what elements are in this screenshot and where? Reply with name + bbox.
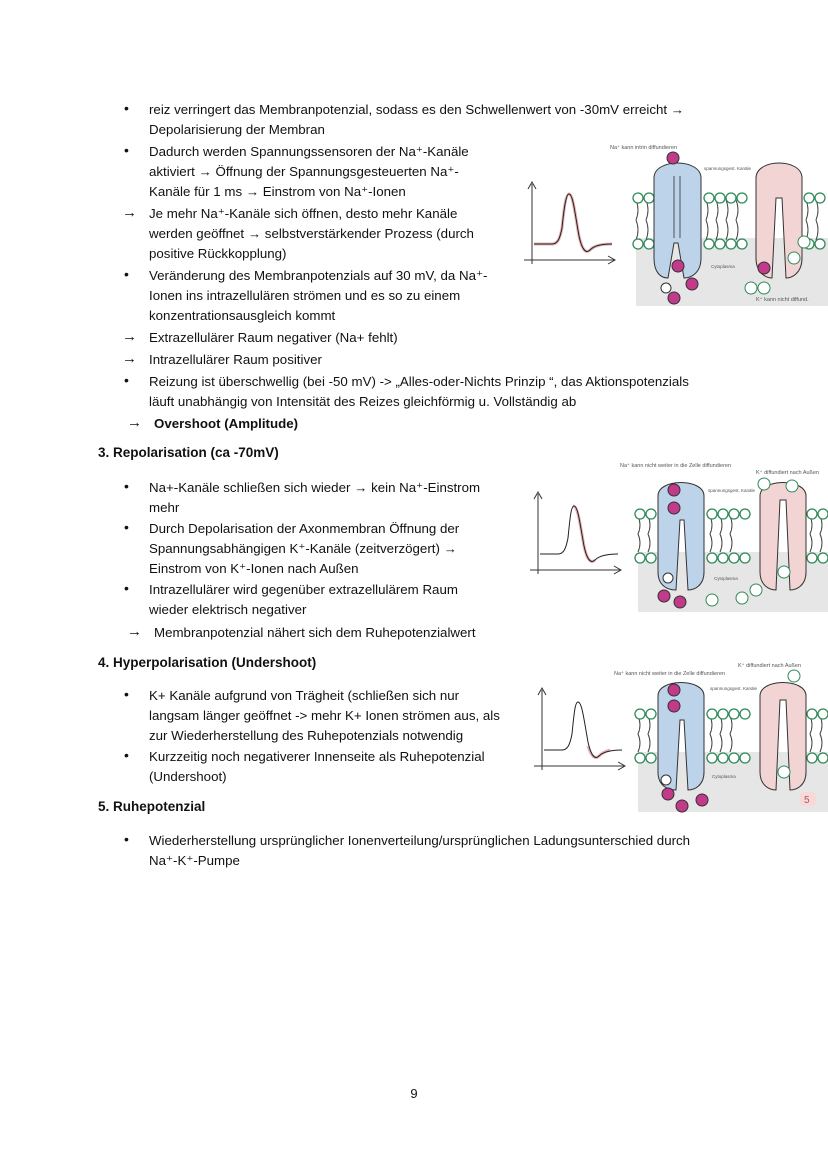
text-line: langsam länger geöffnet -> mehr K+ Ionen strömen aus, als [149,708,500,723]
figure-note: Cytoplasma [711,264,735,269]
text-line: Durch Depolarisation der Axonmembran Öffnung der [149,521,460,536]
bullet-marker: • [124,831,129,847]
figure-note: Cytoplasma [712,774,736,779]
bullet-marker: • [124,580,129,596]
figure-note: spannungsgest. Kanäle [710,686,758,691]
text-line: Membranpotenzial nähert sich dem Ruhepotenzialwert [154,625,476,640]
arrow-right-icon: → [122,328,137,345]
text-line: Extrazellulärer Raum negativer (Na+ fehlt) [149,330,398,345]
text-line: Wiederherstellung ursprünglicher Ionenverteilung/ursprünglichen Ladungsunterschied durch [149,833,691,848]
text-line: Na+-Kanäle schließen sich wieder → kein Na⁺-Einstrom [149,480,481,495]
text-line: mehr [149,500,180,515]
section-heading: 5. Ruhepotenzial [98,799,206,814]
text-line: aktiviert → Öffnung der Spannungsgesteuerten Na⁺- [149,164,459,179]
text-line: Einstrom von K⁺-Ionen nach Außen [149,561,359,576]
figure-note: Na⁺ kann nicht weiter in die Zelle diffundieren [620,463,732,469]
text-line: wieder elektrisch negativer [149,602,307,617]
text-line: konzentrationsausgleich kommt [149,308,336,323]
figure-note: K⁺ kann nicht diffund. [756,297,809,303]
section-heading: 3. Repolarisation (ca -70mV) [98,445,279,460]
bullet-marker: • [124,686,129,702]
figure-note: K⁺ diffundiert nach Außen [738,663,802,669]
text-line: zur Wiederherstellung des Ruhepotenzials notwendig [149,728,464,743]
figure-note: Na⁺ kann nicht weiter in die Zelle diffundieren [614,671,726,677]
figure-note: spannungsgest. Kanäle [704,166,752,171]
bullet-marker: • [124,372,129,388]
arrow-right-icon: → [127,623,142,640]
bullet-marker: • [124,478,129,494]
text-line: Dadurch werden Spannungssensoren der Na⁺-Kanäle [149,144,469,159]
bullet-marker: • [124,519,129,535]
channel-diagram-depolarisation [606,138,828,308]
overshoot-label: Overshoot (Amplitude) [154,416,299,431]
arrow-right-icon: → [122,350,137,367]
section-heading: 4. Hyperpolarisation (Undershoot) [98,655,317,670]
text-line: Depolarisierung der Membran [149,122,325,137]
bullet-marker: • [124,142,129,158]
figure-note: K⁺ diffundiert nach Außen [756,470,820,476]
text-line: Veränderung des Membranpotenzials auf 30 mV, da Na⁺- [149,268,488,283]
figure-note: Na⁺ kann intrin diffundieren [610,145,678,151]
text-line: Kanäle für 1 ms → Einstrom von Na⁺-Ionen [149,184,406,199]
page-number: 9 [410,1086,418,1101]
text-line: Kurzzeitig noch negativerer Innenseite als Ruhepotenzial [149,749,485,764]
text-line: K+ Kanäle aufgrund von Trägheit (schließen sich nur [149,688,460,703]
text-line: Reizung ist überschwellig (bei -50 mV) -> „Alles-oder-Nichts Prinzip “, das Aktionspotenzials [149,374,689,389]
text-line: positive Rückkopplung) [149,246,287,261]
figure-note: spannungsgest. Kanäle [708,488,756,493]
arrow-right-icon: → [122,204,137,221]
text-line: Spannungsabhängigen K⁺-Kanäle (zeitverzögert) → [149,541,457,556]
text-line: werden geöffnet → selbstverstärkender Prozess (durch [149,226,474,241]
channel-diagram-hyperpolarisation [612,656,828,814]
action-potential-graph-repolarisation [528,488,623,578]
text-line: Je mehr Na⁺-Kanäle sich öffnen, desto mehr Kanäle [149,206,458,221]
bullet-marker: • [124,266,129,282]
text-line: Na⁺-K⁺-Pumpe [149,853,240,868]
text-line: Intrazellulärer wird gegenüber extrazellulärem Raum [149,582,458,597]
arrow-right-icon: → [127,414,142,431]
figure-note: Cytoplasma [714,576,738,581]
text-line: läuft unabhängig von Intensität des Reizes gleichförmig u. Vollständig ab [149,394,577,409]
text-line: (Undershoot) [149,769,227,784]
text-line: Intrazellulärer Raum positiver [149,352,322,367]
action-potential-graph-depolarisation [522,178,617,268]
bullet-marker: • [124,747,129,763]
text-line: reiz verringert das Membranpotenzial, sodass es den Schwellenwert von -30mV erreicht → [149,102,685,117]
channel-diagram-repolarisation [616,460,828,615]
text-line: Ionen ins intrazellulären strömen und es so zu einem [149,288,461,303]
figure-badge: 5 [804,795,810,806]
bullet-marker: • [124,100,129,116]
